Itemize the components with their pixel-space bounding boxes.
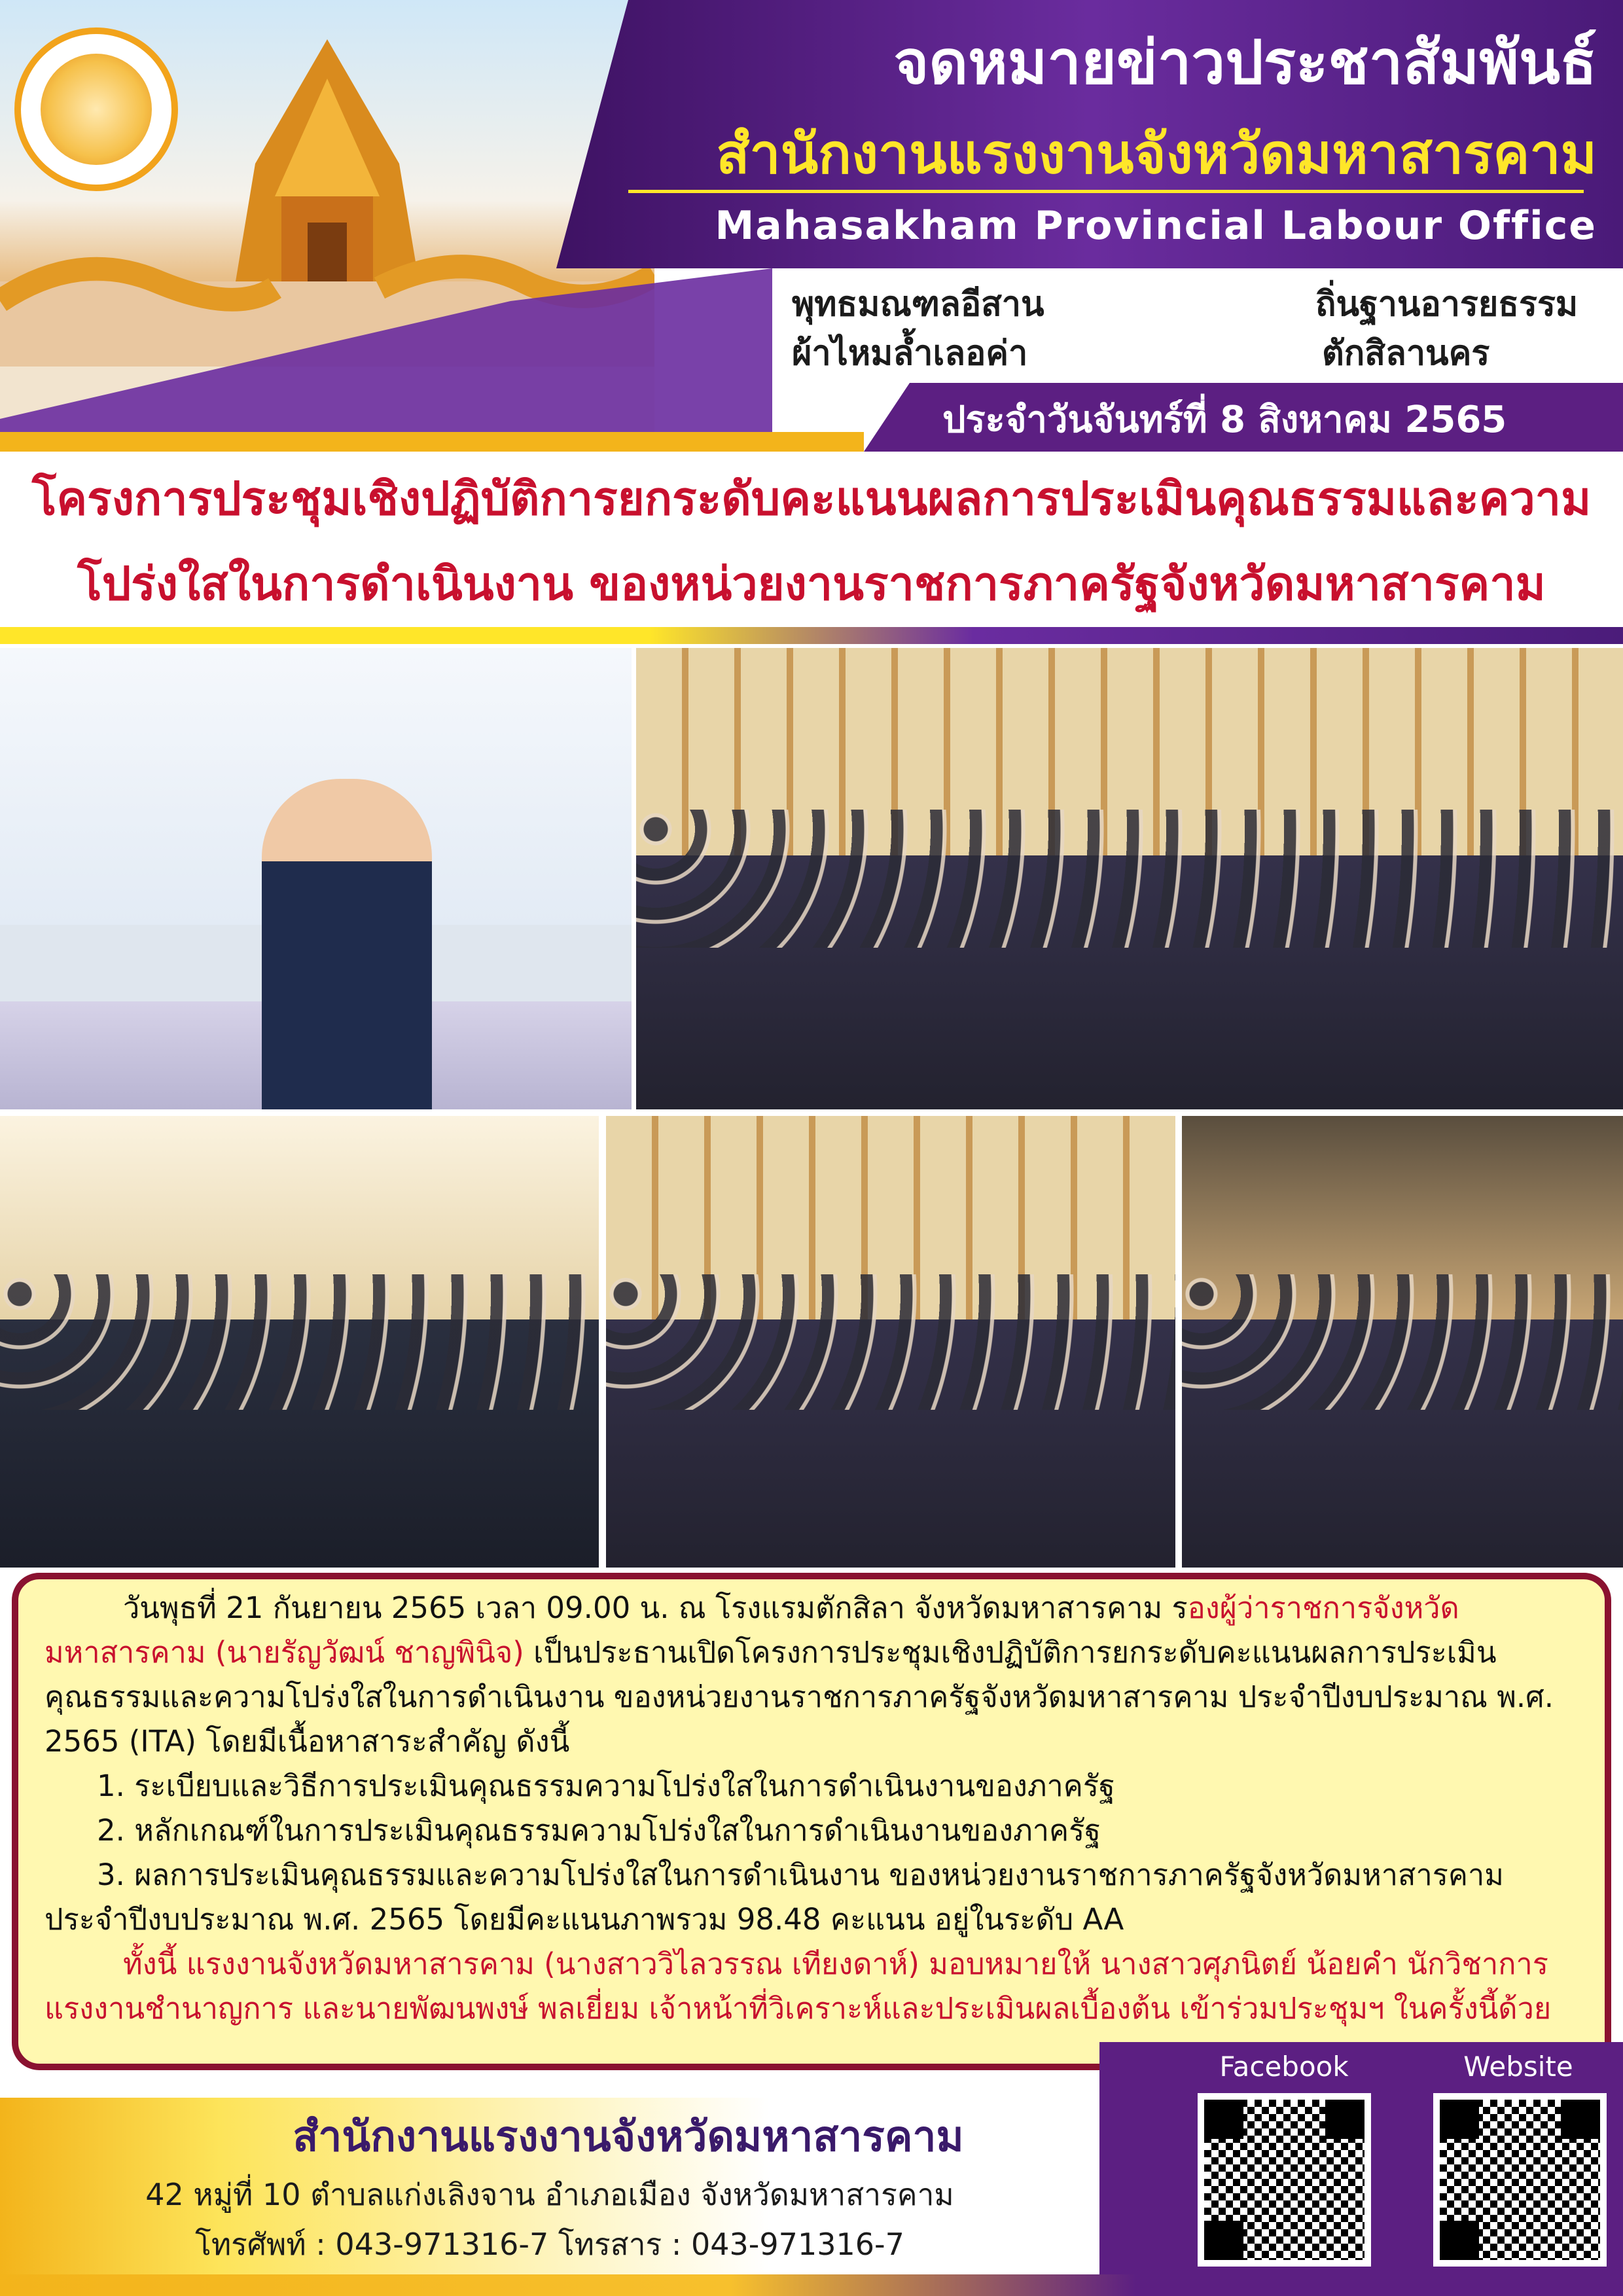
newsletter-title: จดหมายข่าวประชาสัมพันธ์ — [893, 27, 1597, 98]
news-body-box — [12, 1573, 1611, 2070]
motto-line: ตักสิลานคร — [1322, 334, 1490, 373]
motto-line: ถิ่นฐานอารยธรรม — [1315, 285, 1578, 324]
photo-attendees-table — [0, 1116, 599, 1568]
facebook-qr-code-icon[interactable] — [1198, 2093, 1371, 2267]
photo-meeting-hall — [606, 1116, 1175, 1568]
labour-office-logo — [14, 27, 178, 191]
footer-office-name: สำนักงานแรงงานจังหวัดมหาสารคาม — [293, 2113, 964, 2161]
deity-emblem-icon — [41, 54, 152, 165]
issue-date: ประจำวันจันทร์ที่ 8 สิงหาคม 2565 — [942, 399, 1507, 441]
news-body-text — [45, 1586, 1589, 2031]
motto-line: พุทธมณฑลอีสาน — [792, 285, 1044, 324]
website-qr-code-icon[interactable] — [1433, 2093, 1607, 2267]
photo-meeting-hall-wide — [1182, 1116, 1623, 1568]
title-divider — [628, 190, 1584, 193]
motto-line: ผ้าไหมล้ำเลอค่า — [792, 334, 1028, 373]
footer-address: 42 หมู่ที่ 10 ตำบลแก่งเลิงจาน อำเภอเมือง จังหวัดมหาสารคาม — [145, 2177, 954, 2212]
news-paragraph-intro — [45, 1586, 1589, 1764]
footer-contact: โทรศัพท์ : 043-971316-7 โทรสาร : 043-971316-7 — [195, 2227, 904, 2262]
news-paragraph-closing: ทั้งนี้ แรงงานจังหวัดมหาสารคาม (นางสาววิไลวรรณ เทียงดาห์) มอบหมายให้ นางสาวศุภนิตย์ น้อยคำ นักวิชาการแรงงานชำนาญการ และนายพัฒนพงษ์ พลเยี่ยม เจ้าหน้าที่วิเคราะห์และประเมินผลเบื้องต้น เข้าร่วมประชุมฯ ในครั้งนี้ด้วย — [45, 1946, 1552, 2026]
footer-strip — [0, 2274, 1623, 2296]
office-name-thai: สำนักงานแรงงานจังหวัดมหาสารคาม — [716, 122, 1597, 186]
photo-chairman-speech — [0, 648, 632, 1109]
website-label: Website — [1463, 2051, 1573, 2083]
headline-divider — [0, 627, 1623, 644]
photo-group-audience — [636, 648, 1623, 1109]
agenda-item: 3. ผลการประเมินคุณธรรมและความโปร่งใสในการดำเนินงาน ของหน่วยงานราชการภาครัฐจังหวัดมหาสารคาม ประจำปีงบประมาณ พ.ศ. 2565 โดยมีคะแนนภาพรวม 98.48 คะแนน อยู่ในระดับ AA — [45, 1857, 1504, 1937]
agenda-item: 2. หลักเกณฑ์ในการประเมินคุณธรรมความโปร่งใสในการดำเนินงานของภาครัฐ — [97, 1813, 1101, 1848]
chairman-name: องผู้ว่าราชการจังหวัดมหาสารคาม (นายรัญวัฒน์ ชาญพินิจ) — [45, 1590, 1459, 1670]
office-name-english: Mahasakham Provincial Labour Office — [715, 203, 1597, 249]
agenda-item: 1. ระเบียบและวิธีการประเมินคุณธรรมความโปร่งใสในการดำเนินงานของภาครัฐ — [97, 1768, 1115, 1803]
intro-text-cont: เป็นประธานเปิดโครงการประชุมเชิงปฏิบัติการยกระดับคะแนนผลการประเมินคุณธรรมและความโปร่งใสในการดำเนินงาน ของหน่วยงานราชการภาครัฐจังหวัดมหาสารคาม ประจำปีงบประมาณ พ.ศ. 2565 (ITA) โดยมีเนื้อหาสาระสำคัญ ดังนี้ — [45, 1635, 1554, 1759]
headline-line-2: โปร่งใสในการดำเนินงาน ของหน่วยงานราชการภาครัฐจังหวัดมหาสารคาม — [77, 557, 1546, 611]
headline-line-1: โครงการประชุมเชิงปฏิบัติการยกระดับคะแนนผลการประเมินคุณธรรมและความ — [31, 472, 1592, 526]
facebook-label: Facebook — [1219, 2051, 1349, 2083]
intro-text: วันพุธที่ 21 กันยายน 2565 เวลา 09.00 น. ณ โรงแรมตักสิลา จังหวัดมหาสารคาม ร — [123, 1590, 1188, 1625]
